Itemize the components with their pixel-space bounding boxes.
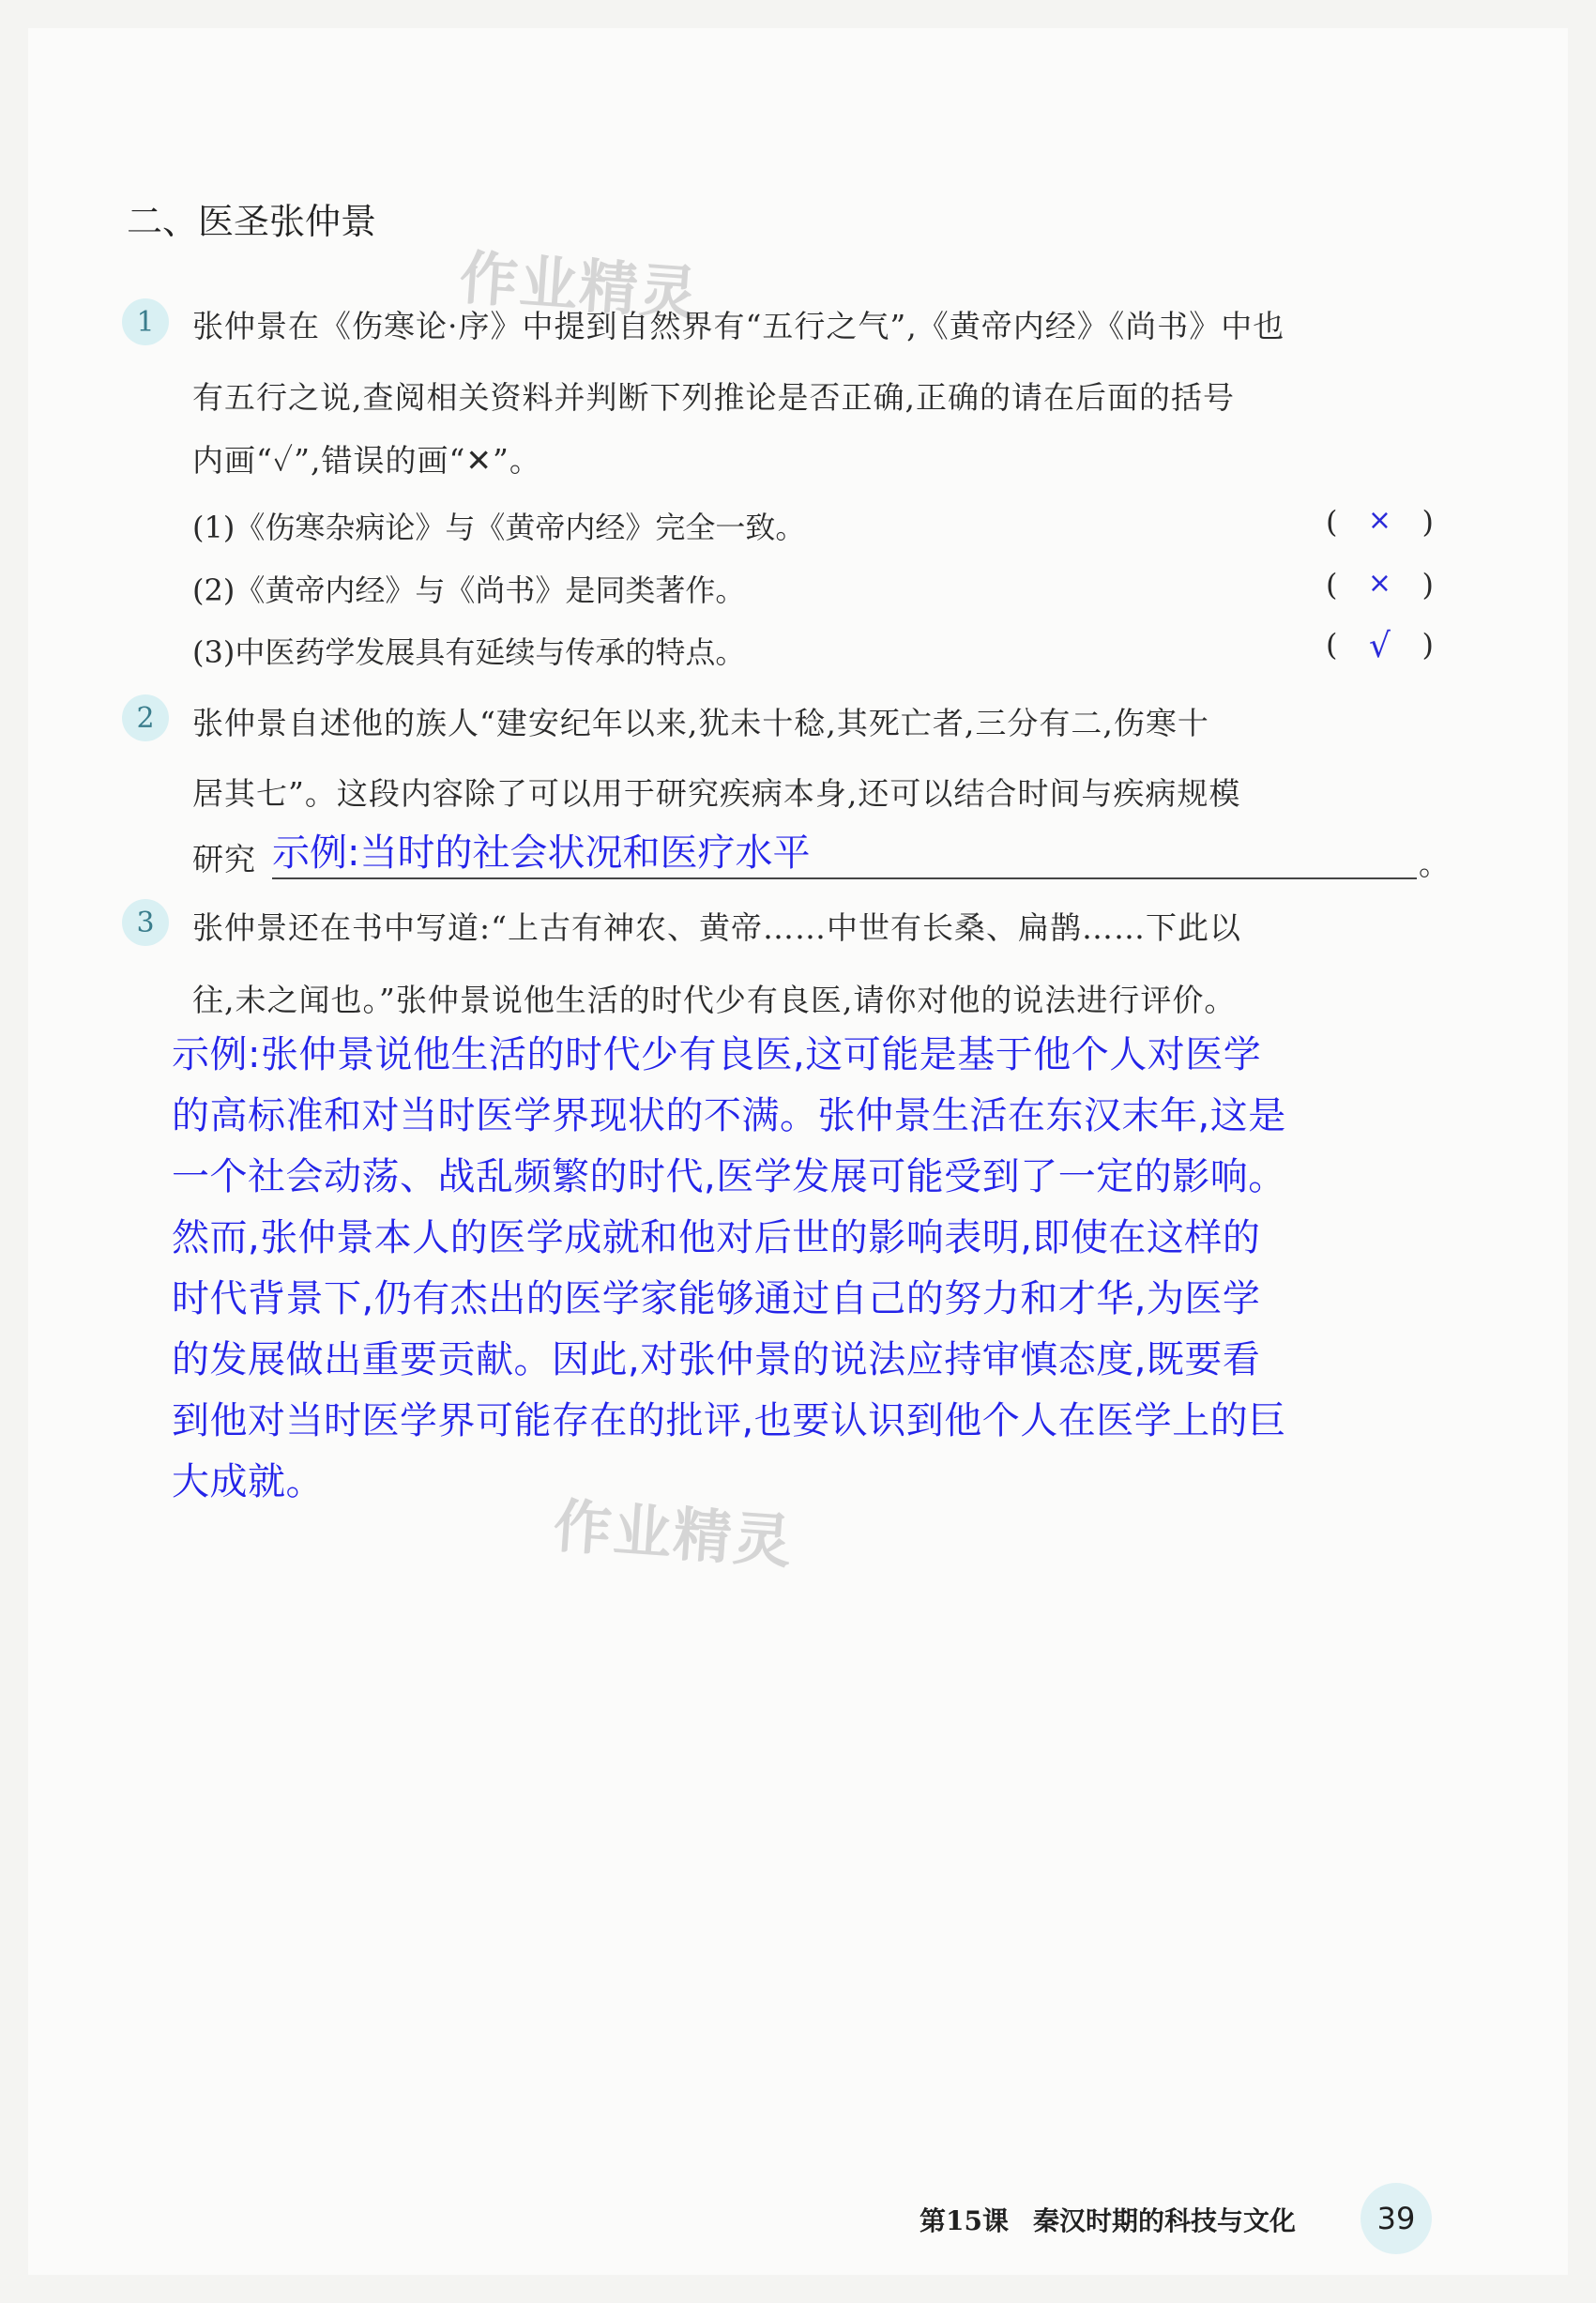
page-number: 39 (1360, 2183, 1432, 2254)
q3-handwritten-answer (172, 1025, 1467, 1513)
q3-text-line: 往,未之闻也。”张仲景说他生活的时代少有良医,请你对他的说法进行评价。 (192, 982, 1237, 1018)
answer-line: 到他对当时医学界可能存在的批评,也要认识到他个人在医学上的巨 (172, 1399, 1286, 1442)
question-number-3: 3 (122, 899, 169, 946)
paren-open: ( (1326, 567, 1338, 602)
q1-text-line: 内画“✓”,错误的画“✕”。 (192, 442, 541, 479)
paren-close: ) (1421, 567, 1434, 602)
paren-open: ( (1326, 504, 1338, 540)
q1-item-3-answer-box (1326, 627, 1434, 665)
cross-mark: × (1367, 567, 1392, 600)
q1-text-line: 有五行之说,查阅相关资料并判断下列推论是否正确,正确的请在后面的括号 (192, 379, 1235, 416)
lesson-title: 秦汉时期的科技与文化 (1032, 2205, 1296, 2236)
paren-open: ( (1326, 627, 1338, 663)
section-title: 二、医圣张仲景 (127, 201, 377, 242)
check-mark: √ (1369, 627, 1391, 665)
answer-line: 一个社会动荡、战乱频繁的时代,医学发展可能受到了一定的影响。 (172, 1155, 1286, 1198)
q2-text-line: 张仲景自述他的族人“建安纪年以来,犹未十稔,其死亡者,三分有二,伤寒十 (192, 705, 1209, 741)
cross-mark: × (1367, 504, 1392, 537)
q1-text-line: 张仲景在《伤寒论·序》中提到自然界有“五行之气”,《黄帝内经》《尚书》中也 (192, 308, 1285, 344)
q1-item-3: (3)中医药学发展具有延续与传承的特点。 (192, 634, 746, 670)
answer-underline (272, 877, 1417, 879)
answer-line: 的发展做出重要贡献。因此,对张仲景的说法应持审慎态度,既要看 (172, 1338, 1261, 1381)
answer-line: 的高标准和对当时医学界现状的不满。张仲景生活在东汉末年,这是 (172, 1094, 1286, 1137)
lesson-number: 第15课 (920, 2205, 1009, 2236)
paren-close: ) (1421, 627, 1434, 663)
q2-text-line: 研究 (192, 841, 256, 877)
watermark: 作业精灵 (457, 243, 702, 328)
footer-lesson-title (920, 2201, 1296, 2238)
watermark: 作业精灵 (551, 1491, 796, 1577)
answer-line: 时代背景下,仍有杰出的医学家能够通过自己的努力和才华,为医学 (172, 1277, 1261, 1320)
question-number-1: 1 (122, 298, 169, 345)
q1-item-2: (2)《黄帝内经》与《尚书》是同类著作。 (192, 572, 746, 608)
paren-close: ) (1421, 504, 1434, 540)
q2-handwritten-answer: 示例:当时的社会状况和医疗水平 (272, 831, 811, 875)
q1-item-1: (1)《伤寒杂病论》与《黄帝内经》完全一致。 (192, 510, 806, 545)
answer-line: 示例:张仲景说他生活的时代少有良医,这可能是基于他个人对医学 (172, 1033, 1262, 1076)
q3-text-line: 张仲景还在书中写道:“上古有神农、黄帝……中世有长桑、扁鹊……下此以 (192, 909, 1241, 946)
question-number-2: 2 (122, 694, 169, 741)
answer-line: 然而,张仲景本人的医学成就和他对后世的影响表明,即使在这样的 (172, 1216, 1261, 1259)
q1-item-1-answer-box (1326, 504, 1434, 540)
q2-period: 。 (1419, 846, 1450, 882)
q1-item-2-answer-box (1326, 567, 1434, 602)
answer-line: 大成就。 (172, 1460, 324, 1503)
q2-text-line: 居其七”。这段内容除了可以用于研究疾病本身,还可以结合时间与疾病规模 (192, 775, 1241, 812)
